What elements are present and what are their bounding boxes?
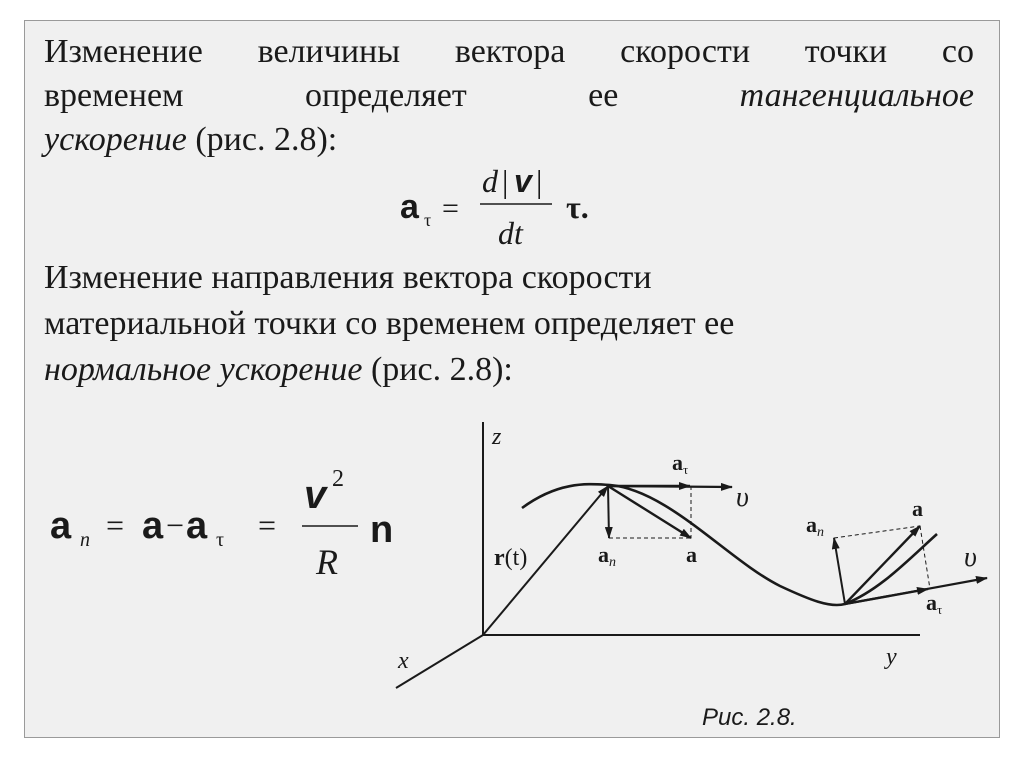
para1-line2-word3: ее [588,77,619,114]
radius-vector-label [494,545,527,571]
formula2-a3: a [186,505,208,547]
p2-a-tau-label-sub: τ [937,602,943,617]
formula1-num-bar-left: | [502,163,509,199]
formula2-a1: a [50,505,72,547]
p1-a-tau-label-sub: τ [683,462,689,477]
para1-line2-italic: тангенциальное [739,77,974,114]
formula1-num-v: v [514,163,532,199]
trajectory-curve [522,484,937,605]
para2-line1: Изменение направления вектора скорости [44,259,652,296]
formula2-a3-sub: τ [216,529,225,551]
formula2-num-exp: 2 [332,466,344,492]
p1-a-n-arrow [608,486,609,538]
para1-line3-italic: ускорение [44,121,187,158]
p2-dashed-side [920,526,930,589]
formula2-minus: − [166,507,185,543]
axis-x-label: x [398,648,409,674]
formula2-den: R [316,542,338,582]
formula2-a2: a [142,505,164,547]
p2-a-tau-label-main: a [926,590,937,615]
formula1-eq: = [442,192,459,225]
x-axis [396,635,483,688]
radius-vector-label-bold: r [494,545,505,571]
axis-y-label: y [886,644,897,670]
formula1-lhs-sub: τ [424,210,432,230]
p1-a-label: a [686,542,697,567]
p2-a-label: a [912,496,923,521]
p1-upsilon-label: υ [736,482,749,513]
formula2-eq2: = [258,507,277,543]
para1-line2-word2: определяет [304,77,467,114]
para1-line3-rest: (рис. 2.8): [186,121,338,158]
p1-a-arrow [608,486,691,538]
para1-line2-word1: временем [44,77,184,114]
figure-caption: Рис. 2.8. [702,704,797,731]
formula1-tail: τ. [566,189,589,225]
formula2-num-v: v [304,473,327,517]
para2-line3-rest: (рис. 2.8): [362,351,513,388]
p1-a-n-label-sub: n [609,555,616,570]
p2-dashed-top [834,526,920,538]
p2-upsilon-label: υ [964,542,977,573]
formula2-eq1: = [106,507,125,543]
para1-line1: Изменение величины вектора скорости точки со [44,33,974,70]
p2-a-n-label-main: a [806,512,817,537]
formula2-a1-sub: n [80,529,90,551]
p1-a-tau-label-main: a [672,450,683,475]
axis-z-label: z [492,424,502,450]
formula1-lhs: a [400,188,419,226]
p2-a-n-label-sub: n [817,525,824,540]
p1-a-n-label [598,542,616,570]
formula1-den: dt [498,215,523,251]
p2-a-n-arrow [834,538,845,604]
p1-a-n-label-main: a [598,542,609,567]
para2-line2: материальной точки со временем определяет ее [44,305,735,342]
formula1-num-d: d [482,163,498,199]
formula1-num-bar-right: | [536,163,543,199]
formula2-tail: n [370,509,394,551]
p2-a-tau-label [926,590,942,617]
radius-vector-label-rest: (t) [504,545,528,571]
p2-a-n-label [806,512,824,540]
p1-a-tau-label [672,450,688,477]
para2-line3-italic: нормальное ускорение [44,351,363,388]
